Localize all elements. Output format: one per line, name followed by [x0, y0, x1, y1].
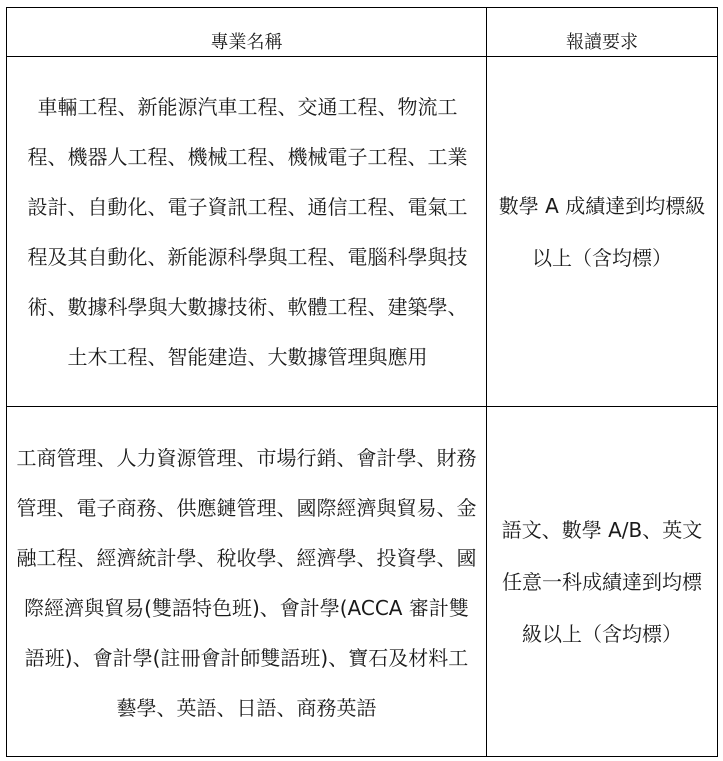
requirement-text-business: 語文、數學 A/B、英文任意一科成績達到均標級以上（含均標） — [501, 517, 703, 646]
table-row — [7, 407, 718, 757]
majors-list-engineering: 車輛工程、新能源汽車工程、交通工程、物流工程、機器人工程、機械工程、機械電子工程、工業設計、自動化、電子資訊工程、通信工程、電氣工程及其自動化、新能源科學與工程、電腦科學與技術、數據科學與大數據技術、軟體工程、建築學、土木工程、智能建造、大數據管理與應用 — [27, 94, 468, 369]
majors-list-business: 工商管理、人力資源管理、市場行銷、會計學、財務管理、電子商務、供應鏈管理、國際經濟與貿易、金融工程、經濟統計學、稅收學、經濟學、投資學、國際經濟與貿易(雙語特色班)、會計學(ACCA 審計雙語班)、會計學(註冊會計師雙語班)、寶石及材料工藝學、英語、日語、商務英語 — [16, 445, 477, 720]
requirement-cell — [487, 57, 718, 407]
requirement-text-engineering: 數學 A 成績達到均標級以上（含均標） — [498, 193, 706, 270]
table-header-row — [7, 8, 718, 57]
header-major-name: 專業名稱 — [7, 8, 487, 57]
table-row — [7, 57, 718, 407]
majors-cell — [7, 57, 487, 407]
majors-cell — [7, 407, 487, 757]
requirement-cell — [487, 407, 718, 757]
header-requirement: 報讀要求 — [487, 8, 718, 57]
admission-requirements-table — [6, 7, 718, 757]
